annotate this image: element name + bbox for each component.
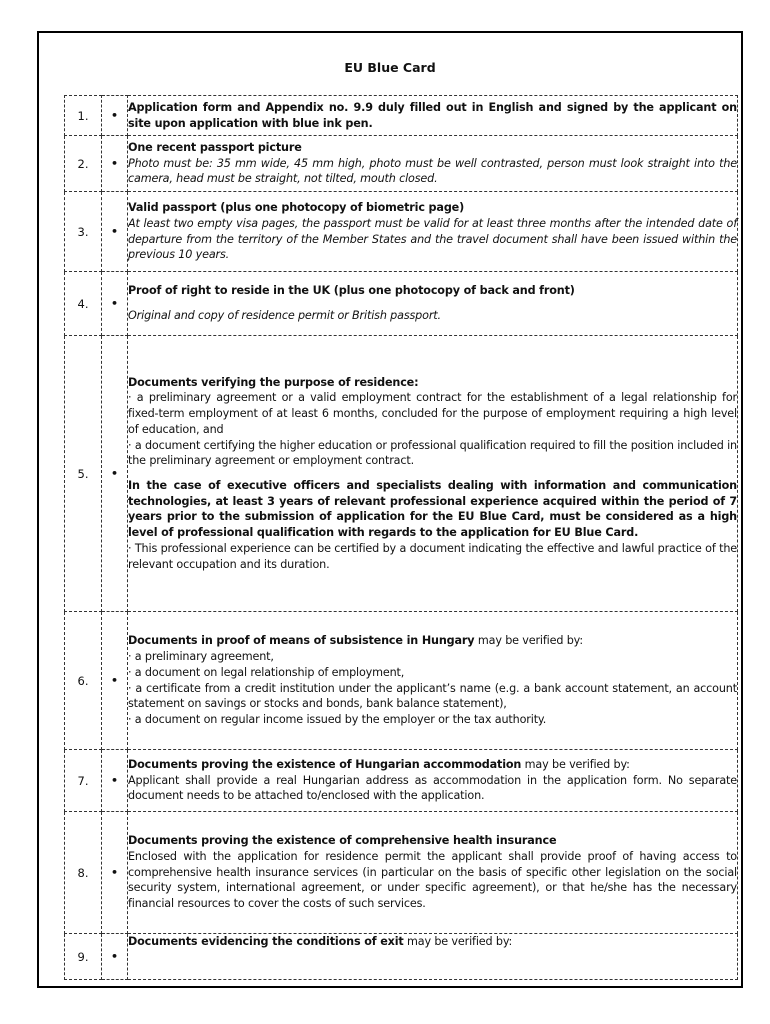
bullet-icon: • <box>102 192 128 272</box>
row-number: 1. <box>65 96 102 136</box>
table-row <box>65 750 738 812</box>
list-item: · a preliminary agreement or a valid employment contract for the establishment of a legal relationship for fixed-term employment of at least 6 months, concluded for the purpose of employment requiring a high level of education, and <box>128 391 737 436</box>
row-content <box>128 612 738 750</box>
row-heading-suffix: may be verified by: <box>474 634 583 648</box>
table-row <box>65 272 738 336</box>
bullet-icon: • <box>102 336 128 612</box>
row-heading: Application form and Appendix no. 9.9 duly filled out in English and signed by the applicant on site upon application with blue ink pen. <box>128 100 737 130</box>
list-item: · a document certifying the higher education or professional qualification required to fill the position included in the preliminary agreement or employment contract. <box>128 438 737 468</box>
list-item: · a document on regular income issued by the employer or the tax authority. <box>128 712 547 726</box>
document-title: EU Blue Card <box>344 60 436 75</box>
bullet-icon: • <box>102 750 128 812</box>
row-content <box>128 136 738 192</box>
row-number: 2. <box>65 136 102 192</box>
row-content <box>128 750 738 812</box>
table-row <box>65 136 738 192</box>
table-row <box>65 612 738 750</box>
row-heading: One recent passport picture <box>128 140 302 154</box>
row-number: 3. <box>65 192 102 272</box>
bullet-icon: • <box>102 96 128 136</box>
table-row <box>65 192 738 272</box>
row-content <box>128 272 738 336</box>
list-item: · a document on legal relationship of employment, <box>128 665 405 679</box>
row-detail: Original and copy of residence permit or British passport. <box>128 309 441 322</box>
row-detail: At least two empty visa pages, the passport must be valid for at least three months after the intended date of departure from the territory of the Member States and the travel document shall have been issued within the previous 10 years. <box>128 216 737 262</box>
row-detail: Enclosed with the application for residence permit the applicant shall provide proof of having access to comprehensive health insurance services (in particular on the basis of specific other legislation on the social security system, international agreement, or under specific agreement), or that he/she has the necessary financial resources to cover the costs of such services. <box>128 849 737 911</box>
list-item: · a certificate from a credit institution under the applicant’s name (e.g. a bank account statement, an account statement on savings or stocks and bonds, bank balance statement), <box>128 681 737 711</box>
row-heading-suffix: may be verified by: <box>403 935 513 948</box>
row-number: 5. <box>65 336 102 612</box>
row-heading: Valid passport (plus one photocopy of biometric page) <box>128 201 465 215</box>
row-heading: Documents proving the existence of Hungarian accommodation <box>128 757 522 771</box>
row-content <box>128 336 738 612</box>
row-heading-line <box>128 633 737 649</box>
row-heading: Documents proving the existence of comprehensive health insurance <box>128 834 557 848</box>
row-content <box>128 96 738 136</box>
list-item: · a preliminary agreement, <box>128 650 274 664</box>
row-bold-paragraph: In the case of executive officers and specialists dealing with information and communication technologies, at least 3 years of relevant professional experience acquired within the period of 7 years prior to the submission of application for the EU Blue Card, must be considered as a high level of professional qualification with regards to the application for EU Blue Card. <box>128 479 737 540</box>
row-footer: · This professional experience can be certified by a document indicating the effective and lawful practice of the relevant occupation and its duration. <box>128 541 737 571</box>
row-number: 6. <box>65 612 102 750</box>
table-row <box>65 934 738 980</box>
row-number: 8. <box>65 812 102 934</box>
row-number: 7. <box>65 750 102 812</box>
row-content <box>128 934 738 980</box>
row-number: 4. <box>65 272 102 336</box>
row-heading-line <box>128 934 737 950</box>
row-number: 9. <box>65 934 102 980</box>
row-heading-suffix: may be verified by: <box>521 757 630 771</box>
document-frame <box>37 31 743 988</box>
row-heading: Documents verifying the purpose of residence: <box>128 375 419 389</box>
row-content <box>128 192 738 272</box>
bullet-icon: • <box>102 136 128 192</box>
row-heading-line <box>128 757 737 773</box>
bullet-icon: • <box>102 934 128 980</box>
row-heading: Documents in proof of means of subsistence in Hungary <box>128 634 475 648</box>
bullet-icon: • <box>102 272 128 336</box>
table-row <box>65 812 738 934</box>
table-row <box>65 336 738 612</box>
row-content <box>128 812 738 934</box>
table-row <box>65 96 738 136</box>
row-detail: Photo must be: 35 mm wide, 45 mm high, photo must be well contrasted, person must look straight into the camera, head must be straight, not tilted, mouth closed. <box>128 156 737 186</box>
bullet-icon: • <box>102 812 128 934</box>
row-heading: Proof of right to reside in the UK (plus one photocopy of back and front) <box>128 284 575 298</box>
bullet-icon: • <box>102 612 128 750</box>
row-heading: Documents evidencing the conditions of exit <box>128 935 404 948</box>
row-detail: Applicant shall provide a real Hungarian address as accommodation in the application form. No separate document needs to be attached to/enclosed with the application. <box>128 773 737 803</box>
requirements-table <box>64 95 738 980</box>
